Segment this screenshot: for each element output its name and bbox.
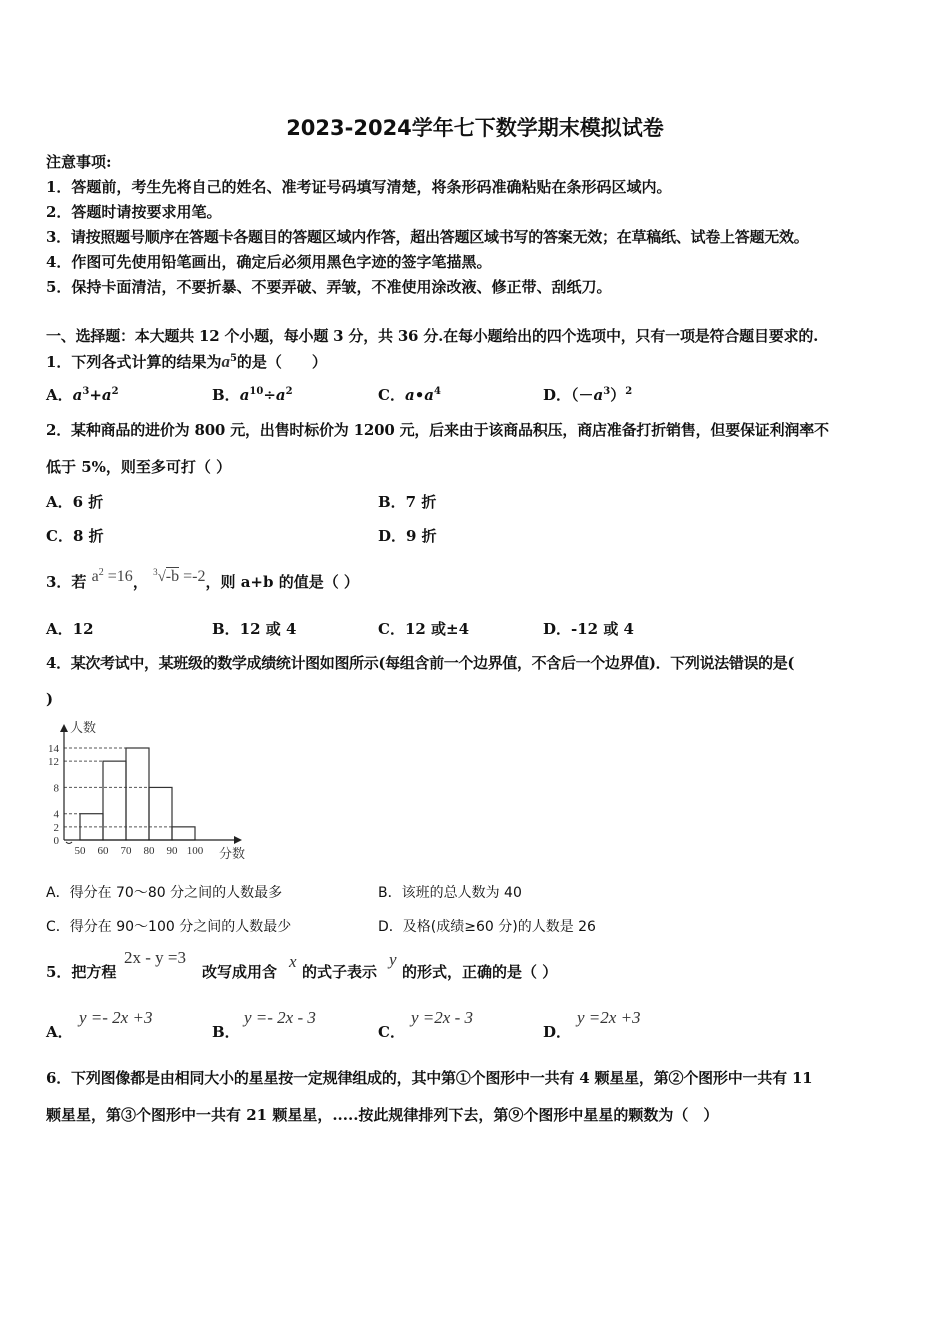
- q5-mid1: 改写成用含: [202, 963, 278, 981]
- q1-a-exp1: 3: [82, 386, 90, 397]
- x-tick-label: 60: [97, 845, 109, 857]
- score-histogram: [40, 716, 260, 866]
- y-tick-label: 0: [53, 835, 59, 847]
- q3-option-b: B．12 或 4: [212, 620, 297, 638]
- histogram-bar: [126, 748, 149, 840]
- notice-item-4: 4．作图可先使用铅笔画出，确定后必须用黑色字迹的签字笔描黑。: [46, 253, 492, 271]
- q1-d-close: ）: [610, 386, 626, 404]
- q5-var-x: x: [289, 952, 297, 971]
- q1-option-d: [543, 385, 632, 405]
- q1-a-base2: a: [101, 386, 112, 404]
- q1-stem: [46, 352, 327, 372]
- q1-d-base: a: [593, 386, 604, 404]
- q6-stem-line1: 6．下列图像都是由相同大小的星星按一定规律组成的，其中第①个图形中一共有 4 颗星星，第②个图形中一共有 11: [46, 1069, 813, 1087]
- q1-b-base1: a: [239, 386, 250, 404]
- q1-d-open: （－: [571, 386, 594, 404]
- notice-item-3: 3．请按照题号顺序在答题卡各题目的答题区域内作答，超出答题区域书写的答案无效；在草稿纸、试卷上答题无效。: [46, 228, 809, 246]
- x-tick-label: 80: [143, 845, 155, 857]
- histogram-bar: [172, 827, 195, 840]
- histogram-bar: [149, 787, 172, 840]
- q1-d-label: D．: [543, 386, 572, 404]
- q3-stem: [46, 567, 359, 593]
- q3-option-d: D．-12 或 4: [543, 620, 634, 638]
- q2-stem-line2: 低于 5%，则至多可打（ ）: [46, 458, 232, 476]
- q5-mid2: 的式子表示: [302, 963, 378, 981]
- chart-ylabel: 人数: [70, 721, 97, 736]
- q4-d-text: D．及格(成绩≥60 分)的人数是 26: [378, 919, 596, 935]
- notice-item-2: 2．答题时请按要求用笔。: [46, 203, 222, 221]
- q5-a-label: A．: [46, 1023, 73, 1041]
- y-tick-label: 4: [53, 808, 59, 821]
- notice-item-5: 5．保持卡面清洁，不要折暴、不要弄破、弄皱，不准使用涂改液、修正带、刮纸刀。: [46, 278, 612, 296]
- q3-eq1: [92, 568, 133, 585]
- q1-c-label: C．: [378, 386, 405, 404]
- q5-prefix: 5．把方程: [46, 963, 117, 981]
- radical-icon: √: [157, 569, 166, 585]
- q1-stem-var: a: [221, 352, 230, 371]
- q1-stem-tail: 的是（ ）: [236, 353, 327, 371]
- q1-b-label: B．: [212, 386, 240, 404]
- axis-break-mark: [66, 842, 72, 844]
- q6-stem-line2: 颗星星，第③个图形中一共有 21 颗星星，.....按此规律排列下去，第⑨个图形中星星的颗数为（ ）: [46, 1106, 719, 1124]
- q5-suffix: 的形式，正确的是（ ）: [402, 963, 558, 981]
- q1-stem-exp: 5: [229, 353, 237, 364]
- q3-option-c: C．12 或±4: [378, 620, 470, 638]
- y-tick-label: 2: [53, 821, 59, 834]
- q5-equation: 2x - y =3: [124, 948, 186, 967]
- y-axis-arrow: [60, 724, 68, 732]
- section-heading: 一、选择题：本大题共 12 个小题，每小题 3 分，共 36 分.在每小题给出的四个选项中，只有一项是符合题目要求的.: [46, 327, 819, 345]
- chart-xlabel: 分数: [219, 847, 246, 862]
- q4-b-text: B．该班的总人数为 40: [378, 885, 522, 901]
- q2-stem-line1: 2．某种商品的进价为 800 元，出售时标价为 1200 元，后来由于该商品积压，商店准备打折销售，但要保证利润率不: [46, 421, 829, 439]
- q1-option-b: [212, 385, 293, 405]
- q2-option-a: A．6 折: [46, 493, 104, 511]
- q2-option-b: B．7 折: [378, 493, 437, 511]
- q1-b-base2: a: [275, 386, 286, 404]
- q3-option-a: A．12: [46, 620, 94, 638]
- y-tick-label: 14: [48, 743, 59, 755]
- q1-a-label: A．: [46, 386, 73, 404]
- y-tick-label: 8: [53, 782, 59, 795]
- q1-c-op: •: [414, 386, 425, 404]
- q1-b-exp2: 2: [285, 386, 293, 397]
- notice-item-1: 1．答题前，考生先将自己的姓名、准考证号码填写清楚，将条形码准确粘贴在条形码区域内。: [46, 178, 672, 196]
- q2-option-c: C．8 折: [46, 527, 104, 545]
- q5-c-label: C．: [378, 1023, 405, 1041]
- q4-stem-line2: ): [46, 690, 54, 708]
- q1-stem-text: 1．下列各式计算的结果为: [46, 353, 222, 371]
- histogram-bar: [103, 761, 126, 840]
- q1-d-exp: 3: [603, 386, 611, 397]
- q1-d-outer-exp: 2: [625, 386, 633, 397]
- q4-option-c: [46, 916, 291, 937]
- q4-option-a: [46, 882, 282, 903]
- q4-stem-line1: 4．某次考试中，某班级的数学成绩统计图如图所示(每组含前一个边界值，不含后一个边界值)．下列说法错误的是(: [46, 654, 795, 672]
- x-tick-label: 100: [186, 845, 204, 857]
- x-tick-label: 50: [74, 845, 86, 857]
- q3-eq1-rest: =16: [103, 568, 133, 585]
- q4-a-text: A．得分在 70～80 分之间的人数最多: [46, 885, 283, 901]
- q1-a-op: +: [89, 386, 102, 404]
- q4-option-b: [378, 882, 522, 903]
- q5-option-d: y =2x +3: [577, 1008, 641, 1027]
- q5-option-a: y =- 2x +3: [79, 1008, 153, 1027]
- page-title: 2023-2024学年七下数学期末模拟试卷: [286, 116, 664, 140]
- q3-root-arg: -b: [165, 568, 180, 585]
- q1-c-exp2: 4: [434, 386, 441, 397]
- q1-a-base1: a: [72, 386, 83, 404]
- q3-eq2-rest: =-2: [179, 568, 206, 585]
- x-tick-label: 90: [166, 845, 178, 857]
- x-axis-arrow: [234, 836, 242, 844]
- q1-b-exp1: 10: [249, 386, 264, 397]
- q3-comma: ，: [132, 573, 148, 591]
- q1-c-base1: a: [404, 386, 415, 404]
- notice-heading: 注意事项:: [46, 153, 112, 171]
- q5-b-label: B．: [212, 1023, 240, 1041]
- q1-b-op: ÷: [263, 386, 276, 404]
- q1-a-exp2: 2: [111, 386, 119, 397]
- q1-option-c: [378, 385, 441, 405]
- q4-c-text: C．得分在 90～100 分之间的人数最少: [46, 919, 292, 935]
- q3-suffix: ，则 a+b 的值是（ ）: [205, 573, 359, 591]
- q1-option-a: [46, 385, 119, 405]
- x-tick-label: 70: [120, 845, 132, 857]
- q3-eq1-var: a: [91, 568, 99, 585]
- y-tick-label: 12: [48, 756, 59, 769]
- q5-var-y: y: [389, 950, 397, 969]
- q5-option-b: y =- 2x - 3: [244, 1008, 316, 1027]
- q4-option-d: [378, 916, 596, 937]
- q5-option-c: y =2x - 3: [411, 1008, 473, 1027]
- q5-d-label: D．: [543, 1023, 572, 1041]
- q3-eq1-exp: 2: [98, 567, 104, 578]
- q3-eq2: [153, 568, 205, 585]
- q1-c-base2: a: [424, 386, 435, 404]
- q3-root-index: 3: [153, 567, 158, 577]
- q3-prefix: 3．若: [46, 573, 87, 591]
- q2-option-d: D．9 折: [378, 527, 437, 545]
